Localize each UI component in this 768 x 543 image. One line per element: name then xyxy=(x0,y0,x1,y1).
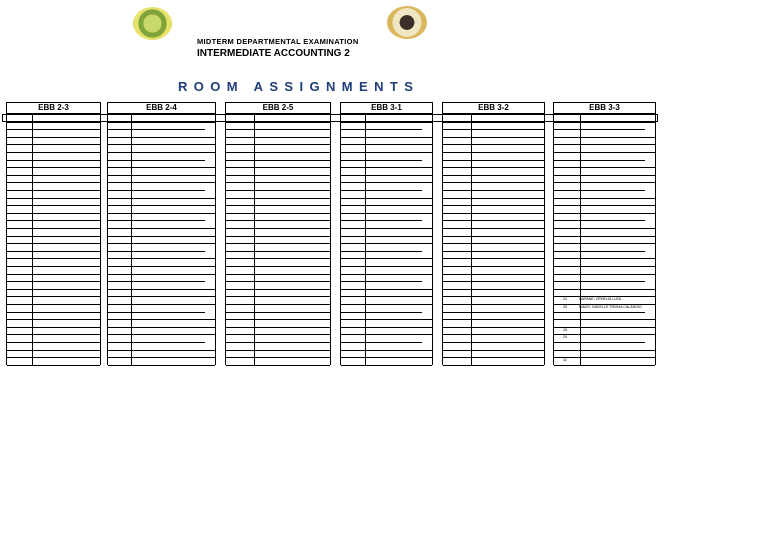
seat-row-line xyxy=(108,129,205,130)
seat-row-line xyxy=(7,228,100,229)
seat-row-line xyxy=(554,350,655,351)
room-column-ebb-2-4 xyxy=(107,102,216,114)
seat-row-line xyxy=(341,289,432,290)
seat-row-line xyxy=(108,350,215,351)
seat-number: 32 xyxy=(563,358,567,363)
seat-row-line xyxy=(7,281,100,282)
seat-row-line xyxy=(226,319,330,320)
seat-row-line xyxy=(108,137,215,138)
seat-row-line xyxy=(226,167,330,168)
seat-row-line xyxy=(7,144,100,145)
seat-row-line xyxy=(554,160,645,161)
seat-row-line xyxy=(108,144,215,145)
seat-row-line xyxy=(554,198,655,199)
seat-row-line xyxy=(443,281,544,282)
seat-row-line xyxy=(226,228,330,229)
seat-row-line xyxy=(443,114,544,115)
seat-row-line xyxy=(443,122,544,123)
seat-row-line xyxy=(341,228,432,229)
seat-row-line xyxy=(554,137,655,138)
seat-row-line xyxy=(554,205,655,206)
seat-entry xyxy=(553,333,656,341)
seat-row-line xyxy=(341,350,432,351)
seat-row-line xyxy=(443,258,544,259)
seat-row-line xyxy=(226,152,330,153)
seat-row-line xyxy=(108,175,215,176)
student-name: GAPANE, OPHELIA LUZA xyxy=(579,297,622,302)
seat-row-line xyxy=(443,129,544,130)
seat-row-line xyxy=(341,365,432,366)
seat-row-line xyxy=(341,304,432,305)
seat-row-line xyxy=(7,182,100,183)
seat-row-line xyxy=(226,137,330,138)
seat-row-line xyxy=(7,266,100,267)
seat-row-line xyxy=(443,357,544,358)
exam-title: MIDTERM DEPARTMENTAL EXAMINATION xyxy=(197,37,359,46)
seat-row-line xyxy=(226,205,330,206)
seat-row-line xyxy=(341,296,432,297)
seat-row-line xyxy=(108,289,215,290)
seat-row-line xyxy=(226,266,330,267)
seat-row-line xyxy=(7,365,100,366)
seat-row-line xyxy=(554,213,655,214)
seat-row-line xyxy=(108,304,215,305)
seat-row-line xyxy=(226,304,330,305)
seat-row-line xyxy=(554,289,655,290)
seat-row-line xyxy=(443,167,544,168)
seat-row-line xyxy=(7,205,100,206)
seat-row-line xyxy=(443,365,544,366)
seat-row-line xyxy=(108,114,215,115)
seat-row-line xyxy=(108,342,205,343)
room-name: EBB 2-3 xyxy=(6,102,101,114)
seat-row-line xyxy=(108,228,215,229)
seat-entry xyxy=(553,303,656,311)
seat-row-line xyxy=(341,205,432,206)
seat-row-line xyxy=(108,365,215,366)
seat-row-line xyxy=(226,198,330,199)
department-seal-right xyxy=(387,6,427,39)
seat-row-line xyxy=(443,350,544,351)
seat-row-line xyxy=(108,334,215,335)
room-column-ebb-3-1 xyxy=(340,102,433,114)
seat-row-line xyxy=(554,243,655,244)
seat-row-line xyxy=(443,152,544,153)
seat-grid xyxy=(340,114,433,365)
seat-grid xyxy=(107,114,216,365)
seat-row-line xyxy=(443,251,544,252)
seat-row-line xyxy=(341,137,432,138)
seat-row-line xyxy=(108,296,215,297)
seat-row-line xyxy=(226,122,330,123)
seat-row-line xyxy=(554,342,645,343)
seat-row-line xyxy=(443,274,544,275)
seat-row-line xyxy=(443,213,544,214)
seat-row-line xyxy=(7,304,100,305)
room-column-ebb-3-3 xyxy=(553,102,656,363)
seat-row-line xyxy=(7,327,100,328)
room-name: EBB 3-1 xyxy=(340,102,433,114)
seat-row-line xyxy=(341,213,432,214)
seat-row-line xyxy=(554,236,655,237)
seat-number: 29 xyxy=(563,335,567,340)
seat-row-line xyxy=(108,357,215,358)
subject-title: INTERMEDIATE ACCOUNTING 2 xyxy=(197,48,350,59)
seat-row-line xyxy=(226,327,330,328)
seat-row-line xyxy=(7,114,100,115)
seat-row-line xyxy=(226,236,330,237)
seat-row-line xyxy=(7,350,100,351)
seat-row-line xyxy=(554,190,645,191)
seat-row-line xyxy=(108,258,215,259)
seat-row-line xyxy=(341,266,432,267)
seat-row-line xyxy=(7,198,100,199)
seat-row-line xyxy=(341,251,422,252)
seat-row-line xyxy=(226,213,330,214)
seat-row-line xyxy=(226,114,330,115)
seat-row-line xyxy=(7,251,100,252)
seat-row-line xyxy=(341,258,432,259)
seat-row-line xyxy=(554,129,645,130)
seat-row-line xyxy=(341,122,432,123)
seat-row-line xyxy=(554,144,655,145)
seat-row-line xyxy=(108,327,215,328)
seat-row-line xyxy=(341,357,432,358)
seat-row-line xyxy=(226,342,330,343)
seat-row-line xyxy=(7,152,100,153)
seat-row-line xyxy=(108,312,205,313)
seat-row-line xyxy=(443,319,544,320)
seat-row-line xyxy=(108,281,205,282)
seat-row-line xyxy=(554,122,655,123)
seat-row-line xyxy=(341,190,422,191)
room-name: EBB 3-3 xyxy=(553,102,656,114)
seat-row-line xyxy=(341,152,432,153)
seat-row-line xyxy=(443,220,544,221)
seat-row-line xyxy=(226,220,330,221)
room-column-ebb-2-3 xyxy=(6,102,101,114)
room-name: EBB 2-4 xyxy=(107,102,216,114)
seat-row-line xyxy=(226,182,330,183)
seat-row-line xyxy=(554,228,655,229)
seat-row-line xyxy=(554,266,655,267)
seat-row-line xyxy=(341,274,432,275)
seat-row-line xyxy=(108,167,215,168)
seat-row-line xyxy=(226,312,330,313)
seat-row-line xyxy=(443,243,544,244)
seat-row-line xyxy=(7,274,100,275)
seat-row-line xyxy=(341,160,422,161)
seat-row-line xyxy=(341,167,432,168)
seat-row-line xyxy=(108,182,215,183)
seat-row-line xyxy=(554,167,655,168)
seat-row-line xyxy=(226,350,330,351)
seat-entry xyxy=(553,356,656,364)
seat-row-line xyxy=(443,334,544,335)
seat-row-line xyxy=(226,296,330,297)
seat-row-line xyxy=(7,319,100,320)
seat-row-line xyxy=(108,198,215,199)
student-name: DIAZO, DANYLLE TRISHA CALANGIO xyxy=(579,305,642,309)
seat-row-line xyxy=(443,160,544,161)
seat-row-line xyxy=(7,175,100,176)
seat-row-line xyxy=(443,236,544,237)
room-column-ebb-2-5 xyxy=(225,102,331,114)
seat-row-line xyxy=(226,357,330,358)
seat-row-line xyxy=(226,243,330,244)
seat-row-line xyxy=(108,319,215,320)
seat-row-line xyxy=(341,281,422,282)
seat-row-line xyxy=(443,205,544,206)
seat-row-line xyxy=(108,236,215,237)
seat-row-line xyxy=(443,289,544,290)
seat-row-line xyxy=(7,190,100,191)
seat-row-line xyxy=(226,334,330,335)
room-name: EBB 2-5 xyxy=(225,102,331,114)
seat-row-line xyxy=(554,220,645,221)
seat-row-line xyxy=(554,175,655,176)
seat-row-line xyxy=(341,198,432,199)
seat-row-line xyxy=(7,236,100,237)
seat-row-line xyxy=(554,365,655,366)
seat-row-line xyxy=(226,190,330,191)
seat-row-line xyxy=(341,236,432,237)
seat-row-line xyxy=(341,342,422,343)
seat-row-line xyxy=(108,274,215,275)
seat-row-line xyxy=(226,251,330,252)
seat-row-line xyxy=(226,281,330,282)
seat-row-line xyxy=(226,289,330,290)
seat-row-line xyxy=(554,274,655,275)
seat-row-line xyxy=(341,175,432,176)
seat-row-line xyxy=(443,266,544,267)
seat-row-line xyxy=(226,258,330,259)
seat-number: 28 xyxy=(563,327,567,332)
seat-row-line xyxy=(226,144,330,145)
seat-row-line xyxy=(554,281,645,282)
room-name: EBB 3-2 xyxy=(442,102,545,114)
seat-row-line xyxy=(7,137,100,138)
seat-row-line xyxy=(7,122,100,123)
seat-row-line xyxy=(443,144,544,145)
seat-row-line xyxy=(554,182,655,183)
seat-row-line xyxy=(341,144,432,145)
seat-row-line xyxy=(341,334,432,335)
seat-row-line xyxy=(443,198,544,199)
seat-row-line xyxy=(341,243,432,244)
seat-row-line xyxy=(7,357,100,358)
seat-row-line xyxy=(554,312,645,313)
seat-row-line xyxy=(7,129,100,130)
seat-row-line xyxy=(443,137,544,138)
seat-row-line xyxy=(7,213,100,214)
seat-row-line xyxy=(554,251,645,252)
seat-row-line xyxy=(443,175,544,176)
seat-row-line xyxy=(108,190,205,191)
seat-row-line xyxy=(443,327,544,328)
seat-row-line xyxy=(554,319,655,320)
seat-row-line xyxy=(7,220,100,221)
seat-row-line xyxy=(554,152,655,153)
seat-row-line xyxy=(554,258,655,259)
seat-row-line xyxy=(554,114,655,115)
seat-row-line xyxy=(7,160,100,161)
seat-row-line xyxy=(108,205,215,206)
university-seal-left xyxy=(133,7,172,40)
seat-row-line xyxy=(108,122,215,123)
seat-row-line xyxy=(226,365,330,366)
seat-row-line xyxy=(108,160,205,161)
seat-row-line xyxy=(341,220,422,221)
seat-grid xyxy=(225,114,331,365)
seat-row-line xyxy=(108,251,205,252)
seat-row-line xyxy=(7,296,100,297)
seat-row-line xyxy=(108,152,215,153)
seat-row-line xyxy=(443,304,544,305)
room-column-ebb-3-2 xyxy=(442,102,545,114)
section-title: ROOM ASSIGNMENTS xyxy=(178,79,420,94)
seat-row-line xyxy=(108,266,215,267)
seat-row-line xyxy=(7,342,100,343)
seat-grid xyxy=(442,114,545,365)
seat-row-line xyxy=(7,258,100,259)
seat-row-line xyxy=(443,190,544,191)
seat-row-line xyxy=(443,342,544,343)
seat-row-line xyxy=(226,160,330,161)
seat-row-line xyxy=(443,296,544,297)
seat-row-line xyxy=(7,243,100,244)
seat-number: 25 xyxy=(563,305,567,309)
seat-row-line xyxy=(7,167,100,168)
seat-row-line xyxy=(341,129,422,130)
seat-row-line xyxy=(7,334,100,335)
seat-row-line xyxy=(443,228,544,229)
seat-grid xyxy=(6,114,101,365)
seat-row-line xyxy=(443,312,544,313)
seat-row-line xyxy=(341,312,422,313)
seat-row-line xyxy=(443,182,544,183)
seat-row-line xyxy=(341,114,432,115)
seat-row-line xyxy=(7,289,100,290)
seat-row-line xyxy=(226,274,330,275)
seat-row-line xyxy=(341,182,432,183)
seat-row-line xyxy=(341,319,432,320)
seat-row-line xyxy=(7,312,100,313)
seat-row-line xyxy=(341,327,432,328)
seat-row-line xyxy=(108,243,215,244)
seat-row-line xyxy=(108,220,205,221)
seat-number: 24 xyxy=(563,297,567,302)
seat-row-line xyxy=(108,213,215,214)
seat-row-line xyxy=(226,175,330,176)
seat-row-line xyxy=(226,129,330,130)
